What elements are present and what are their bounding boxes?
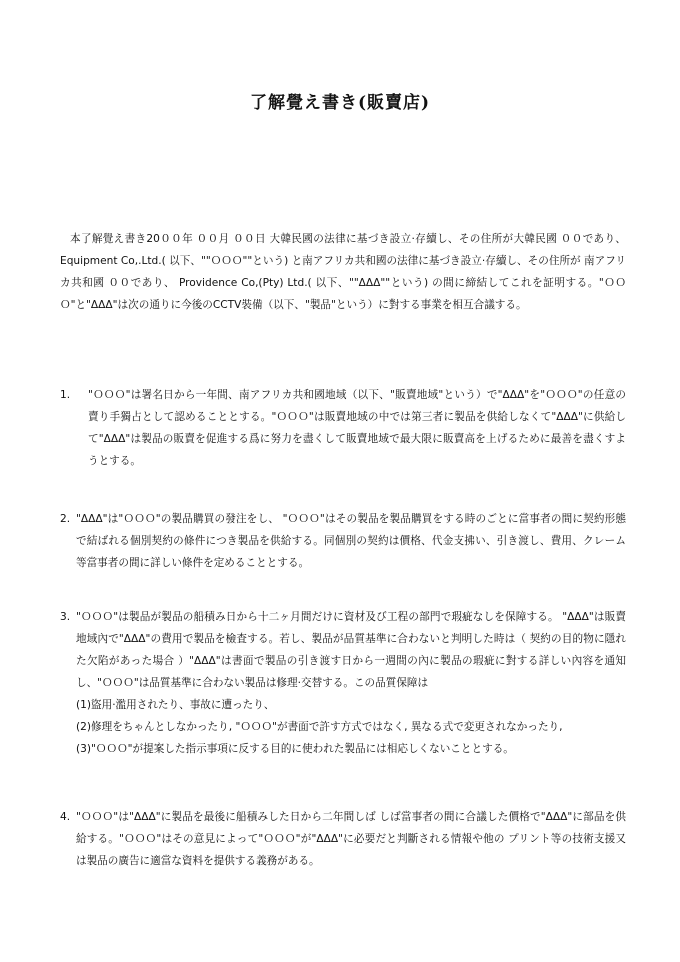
clause-subitem-3: (3)"ＯＯＯ"が提案した指示事項に反する目的に使われた製品には相応しくないこととする。 (76, 743, 514, 755)
clause-text: "ＯＯＯ"は製品が製品の船積み日から十二ヶ月間だけに資材及び工程の部門で瑕疵なしを保障する。 "ΔΔΔ"は販賣地域內で"ΔΔΔ"の費用で製品を檢査する。若し、製品が品質基準に合わないと判明した時は（ 契約の目的物に隱れた欠陷があった場合 ）"ΔΔΔ"は書面で製品の引き渡す日から一週間の內に製品の瑕疵に對する詳しい內容を通知し、"ＯＯＯ"は品質基準に合わない製品は修理·交替する。この品質保障は (76, 611, 626, 689)
clause-number: 4. (60, 811, 71, 823)
clause-number: 2. (60, 513, 71, 525)
clause-number: 3. (60, 611, 71, 623)
clause-3 (60, 606, 626, 760)
clause-text: "ＯＯＯ"は"ΔΔΔ"に製品を最後に船積みした日から二年間しば しば當事者の間に合議した價格で"ΔΔΔ"に部品を供給する。"ＯＯＯ"はその意見によって"ＯＯＯ"が"ΔΔΔ"に必要だと判斷される情報や他の プリント等の技術支援又は製品の廣告に適當な資料を提供する義務がある。 (76, 811, 626, 867)
clause-text: "ΔΔΔ"は"ＯＯＯ"の製品購買の發注をし、 "ＯＯＯ"はその製品を製品購買をする時のごとに當事者の間に契約形態で結ばれる個別契約の條件につき製品を供給する。同個別の契約は價格、代金支拂い、引き渡し、費用、クレーム等當事者の間に詳しい條件を定めることとする。 (76, 513, 626, 569)
intro-paragraph: 本了解覺え書き20００年 ００月 ００日 大韓民國の法律に基づき設立·存續し、その住所が大韓民國 ００であり、 Equipment Co,.Ltd.( 以下、""ＯＯＯ""という) と南アフリカ共和國の法律に基づき設立·存續し、その住所が 南アフリカ共和國 ００であり、 Providence Co,(Pty) Ltd.( 以下、""ΔΔΔ""という) の間に締結してこれを証明する。"ＯＯＯ"と"ΔΔΔ"は次の通りに今後のCCTV裝備（以下、"製品"という）に對する事業を相互合議する。 (60, 233, 626, 311)
clause-subitem-1: (1)盜用·濫用されたり、事故に遭ったり、 (76, 699, 275, 711)
clause-2 (60, 508, 626, 574)
clause-1 (60, 384, 626, 472)
clause-subitem-2: (2)修理をちゃんとしなかったり, "ＯＯＯ"が書面で許す方式ではなく, 異なる式で変更されなかったり, (76, 721, 563, 733)
clause-number: 1. (60, 389, 71, 401)
clause-body (76, 606, 626, 760)
document-title: 了解覺え書き(販賣店) (249, 93, 431, 113)
clause-4 (60, 806, 626, 872)
clause-text: "ＯＯＯ"は署名日から一年間、南アフリカ共和國地域（以下、"販賣地域"という）で"ΔΔΔ"を"ＯＯＯ"の任意の 賣り手獨占として認めることとする。"ＯＯＯ"は販賣地域の中では第三者に製品を供給しなくて"ΔΔΔ"に供給して"ΔΔΔ"は製品の販賣を促進する爲に努力を盡くして販賣地域で最大限に販賣高を上げるために最善を盡くすようとする。 (88, 389, 626, 467)
